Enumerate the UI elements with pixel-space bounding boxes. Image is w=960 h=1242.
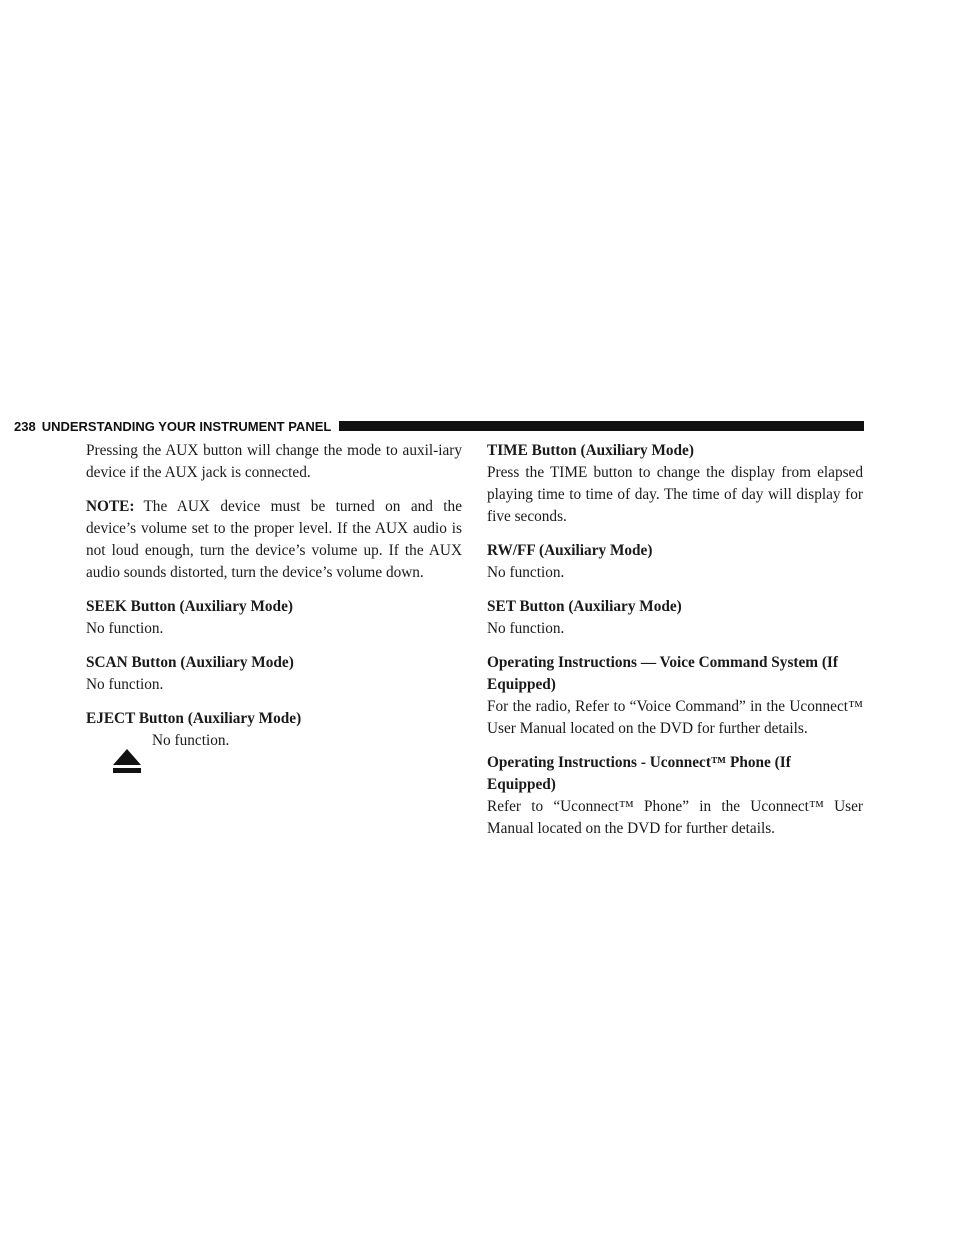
eject-icon (112, 748, 142, 774)
aux-intro-paragraph: Pressing the AUX button will change the mode to auxil-iary device if the AUX jack is connected. (86, 442, 462, 481)
uconnect-phone-heading: Operating Instructions - Uconnect™ Phone (If Equipped) (487, 754, 791, 793)
time-heading: TIME Button (Auxiliary Mode) (487, 442, 694, 459)
time-text: Press the TIME button to change the display from elapsed playing time to time of day. The time of day will display for five seconds. (487, 464, 863, 525)
set-text: No function. (487, 620, 565, 637)
seek-heading: SEEK Button (Auxiliary Mode) (86, 598, 293, 615)
voice-command-heading: Operating Instructions — Voice Command System (If Equipped) (487, 654, 838, 693)
note-paragraph (86, 496, 462, 584)
scan-heading: SCAN Button (Auxiliary Mode) (86, 654, 294, 671)
section-title: UNDERSTANDING YOUR INSTRUMENT PANEL (41, 418, 332, 434)
eject-text: No function. (152, 732, 230, 749)
header-rule (339, 421, 864, 431)
eject-heading: EJECT Button (Auxiliary Mode) (86, 710, 302, 727)
uconnect-phone-text: Refer to “Uconnect™ Phone” in the Uconnect™ User Manual located on the DVD for further details. (487, 798, 863, 837)
page-header (14, 415, 864, 437)
set-heading: SET Button (Auxiliary Mode) (487, 598, 682, 615)
seek-text: No function. (86, 620, 164, 637)
right-column (487, 440, 863, 852)
page-number: 238 (14, 418, 36, 434)
eject-row (86, 730, 462, 774)
left-column (86, 440, 462, 774)
note-text: The AUX device must be turned on and the device’s volume set to the proper level. If the AUX audio is not loud enough, turn the device’s volume up. If the AUX audio sounds distorted, turn the device’s volume down. (86, 498, 462, 581)
voice-command-text: For the radio, Refer to “Voice Command” in the Uconnect™ User Manual located on the DVD for further details. (487, 698, 863, 737)
scan-text: No function. (86, 676, 164, 693)
note-label: NOTE: (86, 498, 135, 515)
rwff-heading: RW/FF (Auxiliary Mode) (487, 542, 653, 559)
rwff-text: No function. (487, 564, 565, 581)
